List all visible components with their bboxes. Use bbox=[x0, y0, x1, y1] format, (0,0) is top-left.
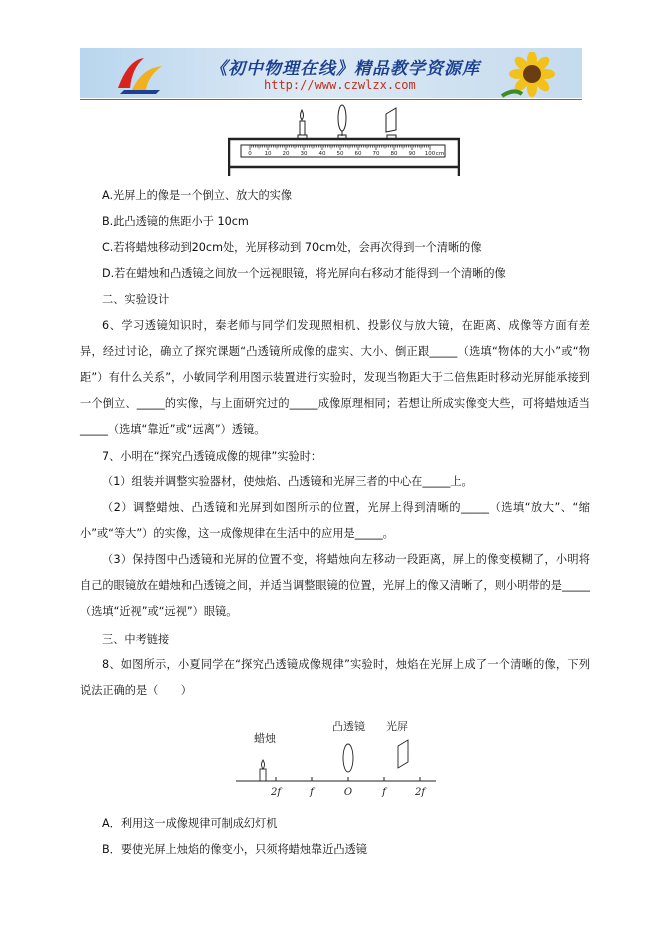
logo-icon bbox=[110, 54, 170, 94]
ruler-tick-label: 40 bbox=[318, 151, 326, 157]
ruler-tick-label: 10 bbox=[264, 151, 272, 157]
option-a: A.光屏上的像是一个倒立、放大的实像 bbox=[102, 189, 293, 202]
axis-label-f: f bbox=[310, 787, 314, 798]
ruler-tick-label: 90 bbox=[408, 151, 416, 157]
candle-icon bbox=[260, 760, 266, 781]
ruler-tick-label: 50 bbox=[336, 151, 344, 157]
axis-label-2f: 2f bbox=[270, 787, 282, 798]
ruler-tick-label: 30 bbox=[300, 151, 308, 157]
header-banner bbox=[80, 48, 582, 98]
candle-label: 蜡烛 bbox=[254, 732, 276, 745]
axis-label-f: f bbox=[382, 787, 386, 798]
ruler-tick-label: 20 bbox=[282, 151, 290, 157]
question-7-part-2: （2）调整蜡烛、凸透镜和光屏到如图所示的位置，光屏上得到清晰的_____（选填“放大”、“缩小”或“等大”）的实像，这一成像规律在生活中的应用是_____。 bbox=[80, 501, 590, 540]
ruler-tick-label: 0 bbox=[248, 151, 252, 157]
option-b: B.此凸透镜的焦距小于 10cm bbox=[102, 215, 249, 228]
ruler-tick-label: cm bbox=[435, 151, 445, 157]
ruler-tick-label: 100 bbox=[424, 151, 436, 157]
option-d: D.若在蜡烛和凸透镜之间放一个远视眼镜，将光屏向右移动才能得到一个清晰的像 bbox=[102, 267, 506, 280]
section-heading: 二、实验设计 bbox=[102, 293, 170, 306]
screen-icon bbox=[398, 740, 408, 768]
question-7-title: 7、小明在“探究凸透镜成像的规律”实验时： bbox=[102, 450, 323, 463]
option-c: C.若将蜡烛移动到20cm处，光屏移动到 70cm处，会再次得到一个清晰的像 bbox=[102, 241, 482, 254]
lens-icon bbox=[343, 744, 353, 772]
axis-label-2f: 2f bbox=[414, 787, 426, 798]
candle-icon bbox=[298, 110, 307, 139]
question-6: 6、学习透镜知识时，秦老师与同学们发现照相机、投影仪与放大镜，在距离、成像等方面有差异，经过讨论，确立了探究课题“凸透镜所成像的虚实、大小、倒正跟_____（选填“物体的大小”或“物距”）有什么关系”，小敏同学利用图示装置进行实验时，发现当物距大于二倍焦距时移动光屏能承接到一个倒立、_____的实像，与上面研究过的_____成像原理相同；若想让所成实像变大些，可将蜡烛适当_____（选填“靠近”或“远离”）透镜。 bbox=[80, 319, 590, 436]
lens-label: 凸透镜 bbox=[332, 720, 365, 733]
lens-setup-figure bbox=[236, 716, 436, 802]
section-heading: 三、中考链接 bbox=[102, 633, 170, 646]
question-8: 8、如图所示，小夏同学在“探究凸透镜成像规律”实验时，烛焰在光屏上成了一个清晰的像，下列说法正确的是（ ） bbox=[80, 658, 590, 697]
banner-url[interactable]: http://www.czwlzx.com bbox=[264, 78, 416, 92]
screen-label: 光屏 bbox=[386, 720, 408, 733]
option-a: A．利用这一成像规律可制成幻灯机 bbox=[102, 817, 278, 830]
option-b: B．要使光屏上烛焰的像变小，只须将蜡烛靠近凸透镜 bbox=[102, 843, 367, 856]
optical-bench-figure bbox=[228, 100, 460, 178]
lens-icon bbox=[338, 105, 346, 139]
banner-title: 《初中物理在线》精品教学资源库 bbox=[210, 59, 480, 79]
ruler-tick-label: 70 bbox=[372, 151, 380, 157]
question-7-part-1: （1）组装并调整实验器材，使烛焰、凸透镜和光屏三者的中心在_____上。 bbox=[102, 475, 473, 488]
question-7-part-3: （3）保持图中凸透镜和光屏的位置不变，将蜡烛向左移动一段距离，屏上的像变模糊了，小明将自己的眼镜放在蜡烛和凸透镜之间，并适当调整眼镜的位置，光屏上的像又清晰了，则小明带的是_____（选填“近视”或“远视”）眼镜。 bbox=[80, 553, 590, 618]
axis-label-o: O bbox=[343, 787, 353, 798]
ruler-tick-label: 60 bbox=[354, 151, 362, 157]
screen-icon bbox=[386, 108, 396, 139]
sunflower-icon bbox=[500, 52, 560, 98]
ruler-tick-label: 80 bbox=[390, 151, 398, 157]
